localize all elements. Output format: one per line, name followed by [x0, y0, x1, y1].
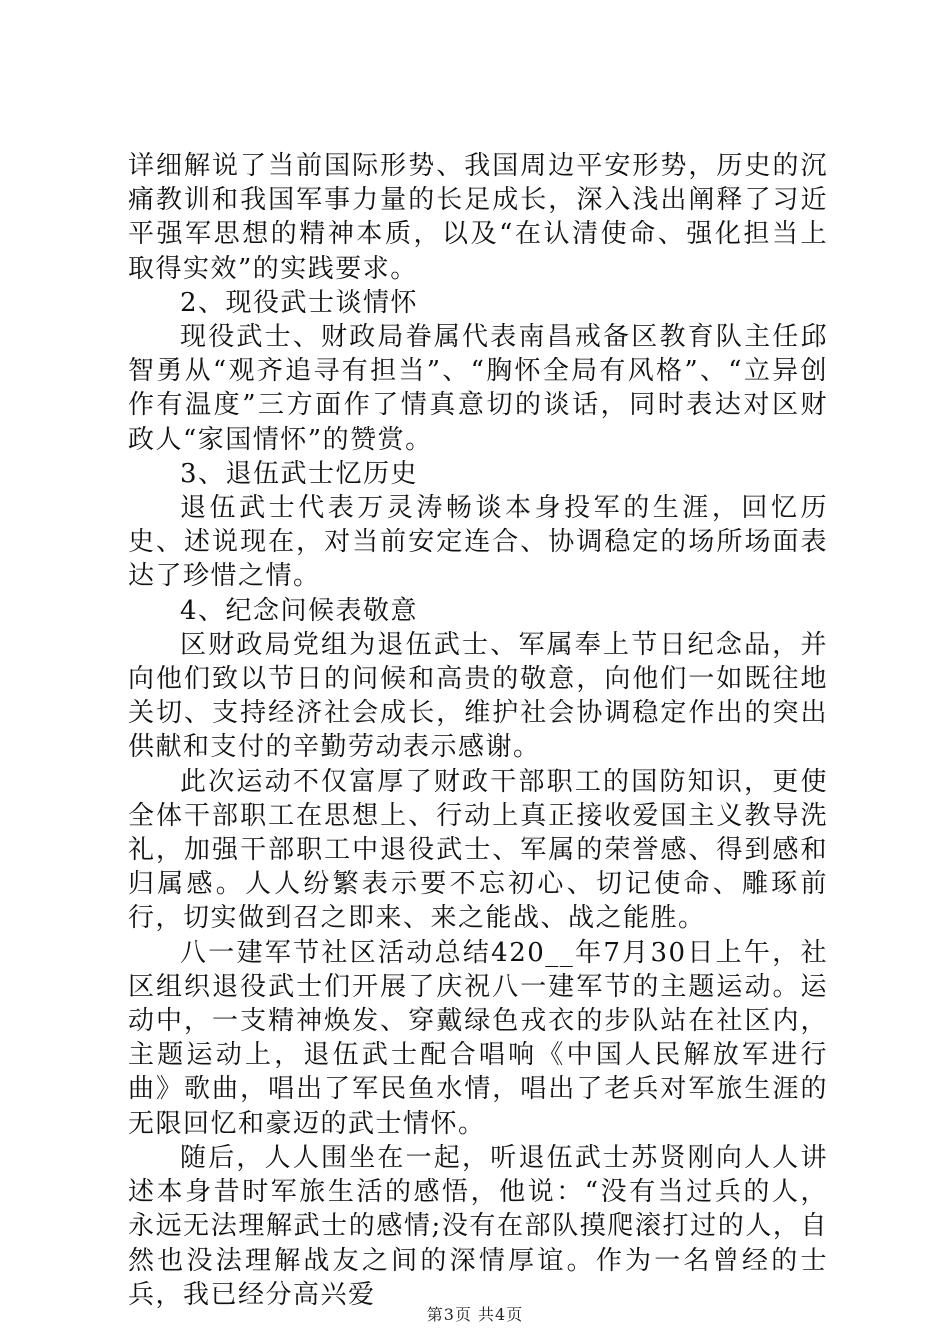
section-heading-veterans: 3、退伍武士忆历史: [180, 458, 419, 489]
paragraph-community-activity: 八一建军节社区活动总结420__年7月30日上午，社区组织退役武士们开展了庆祝八一建军节的主题运动。运动中，一支精神焕发、穿戴绿色戎衣的步队站在社区内，主题运动上，退伍武士配合唱响《中国人民解放军进行曲》歌曲，唱出了军民鱼水情，唱出了老兵对军旅生涯的无限回忆和豪迈的武士情怀。: [128, 937, 828, 1139]
paragraph-greetings: 区财政局党组为退伍武士、军属奉上节日纪念品，并向他们致以节日的问候和高贵的敬意，向他们一如既往地关切、支持经济社会成长，维护社会协调稳定作出的突出供献和支付的辛勤劳动表示感谢。: [128, 629, 828, 763]
paragraph-active-soldiers: 现役武士、财政局眷属代表南昌戒备区教育队主任邱智勇从“观齐追寻有担当”、“胸怀全局有风格”、“立异创作有温度”三方面作了情真意切的谈话，同时表达对区财政人“家国情怀”的赞赏。: [128, 322, 828, 455]
document-body: [128, 149, 828, 1312]
paragraph-activity-summary: 此次运动不仅富厚了财政干部职工的国防知识，更使全体干部职工在思想上、行动上真正接收爱国主义教导洗礼，加强干部职工中退役武士、军属的荣誉感、得到感和归属感。人人纷繁表示要不忘初心、切记使命、雕琢前行，切实做到召之即来、来之能战、战之能胜。: [128, 766, 828, 934]
page-number-footer: 第3页 共4页: [426, 1305, 524, 1324]
paragraph-veterans: 退伍武士代表万灵涛畅谈本身投军的生涯，回忆历史、述说现在，对当前安定连合、协调稳定的场所场面表达了珍惜之情。: [128, 493, 828, 592]
paragraph-veteran-talk: 随后，人人围坐在一起，听退伍武士苏贤刚向人人讲述本身昔时军旅生活的感悟，他说：“没有当过兵的人，永远无法理解武士的感情;没有在部队摸爬滚打过的人，自然也没法理解战友之间的深情厚谊。作为一名曾经的士兵，我已经分高兴爱: [128, 1142, 828, 1310]
section-heading-active-soldiers: 2、现役武士谈情怀: [180, 287, 419, 318]
section-heading-greetings: 4、纪念问候表敬意: [180, 595, 419, 626]
paragraph-continuation: 详细解说了当前国际形势、我国周边平安形势，历史的沉痛教训和我国军事力量的长足成长，深入浅出阐释了习近平强军思想的精神本质，以及“在认清使命、强化担当上取得实效”的实践要求。: [128, 151, 828, 284]
